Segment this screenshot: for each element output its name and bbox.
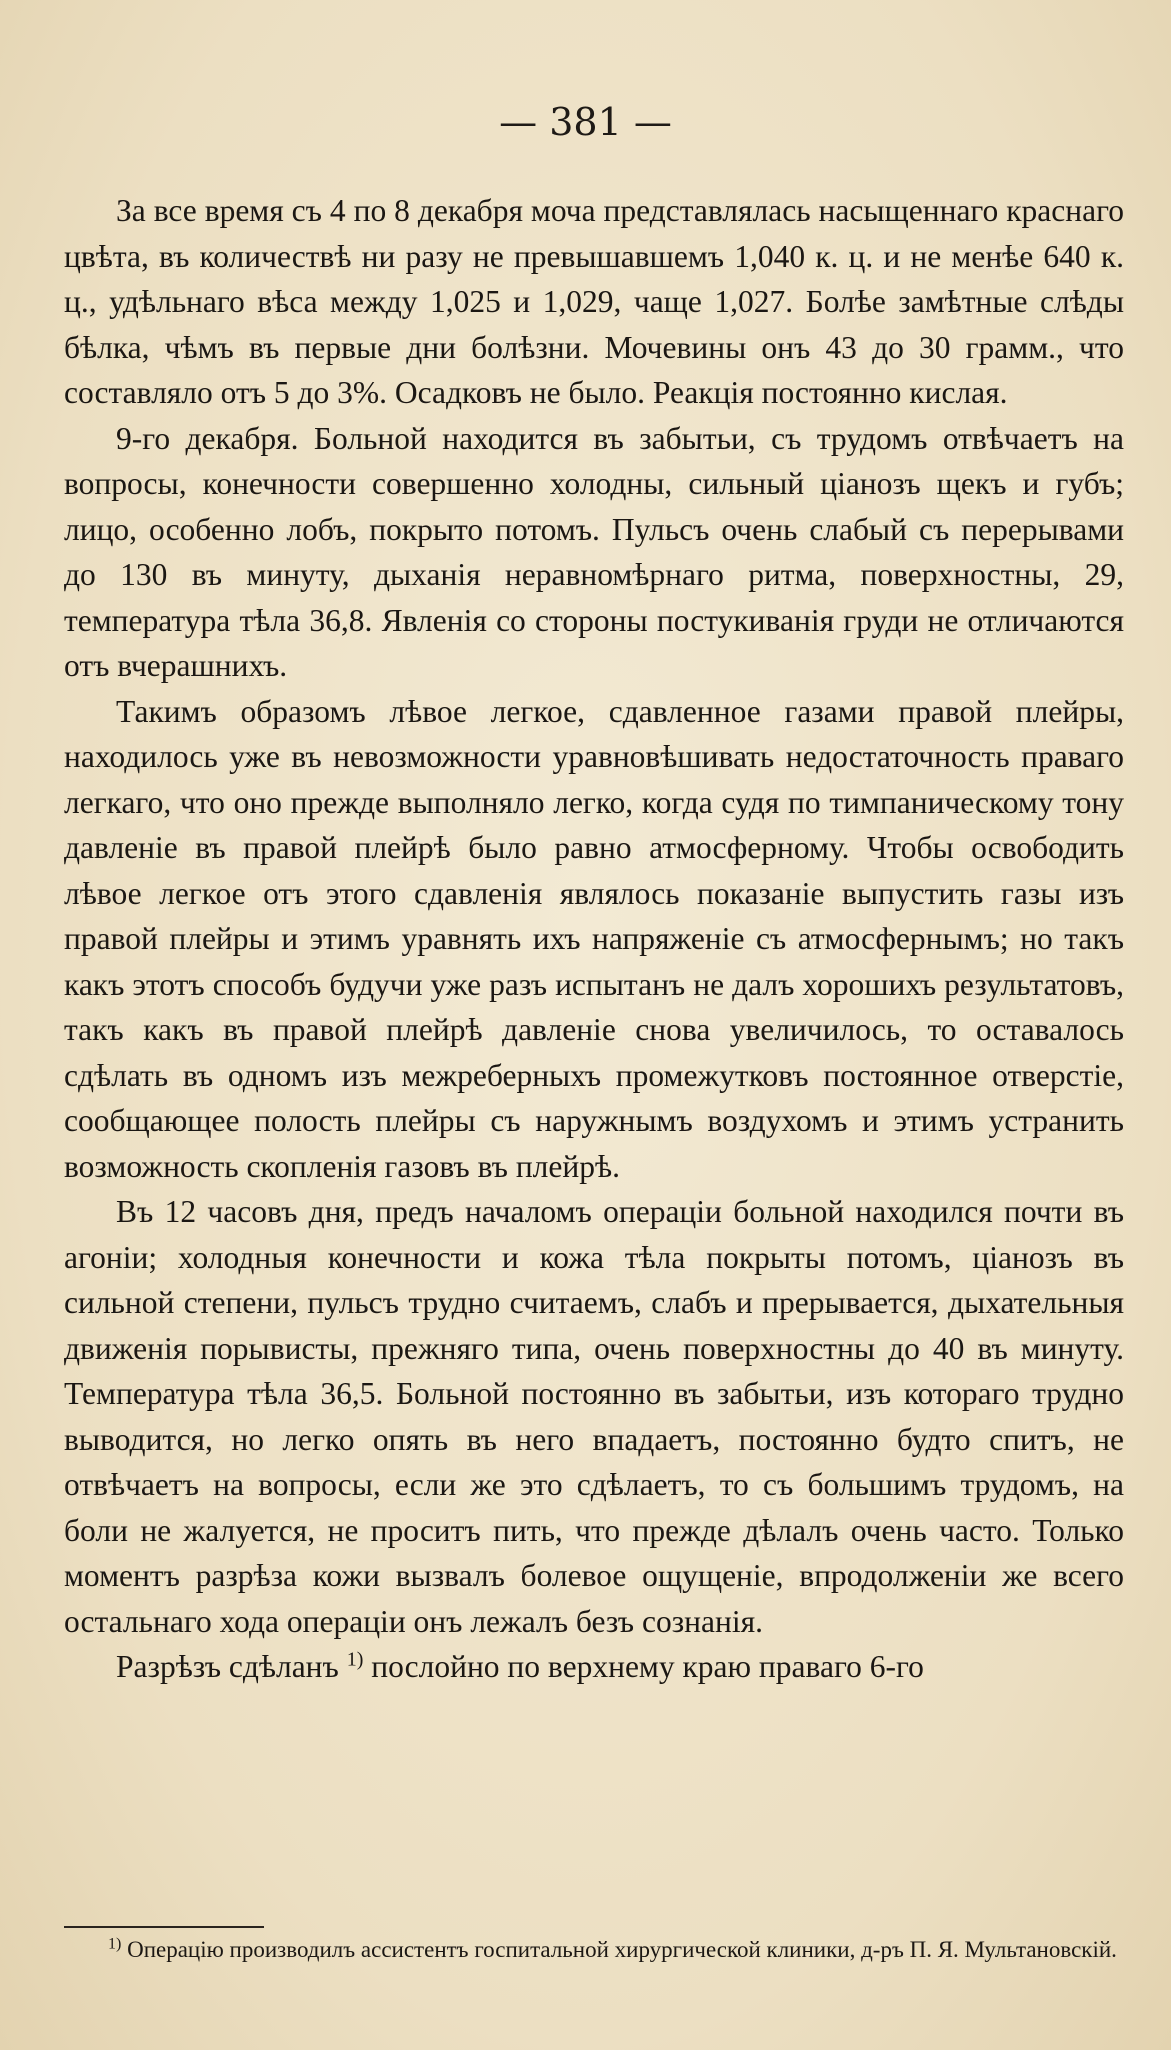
footnote-divider (64, 1926, 264, 1928)
paragraph-urine-findings: За все время съ 4 по 8 декабря моча представлялась насыщеннаго краснаго цвѣта, въ количествѣ ни разу не превышавшемъ 1,040 к. ц. и не менѣе 640 к. ц., удѣльнаго вѣса между 1,025 и 1,029, чаще 1,027. Болѣе замѣтные слѣды бѣлка, чѣмъ въ первые дни болѣзни. Мочевины онъ 43 до 30 грамм., что составляло отъ 5 до 3%. Осадковъ не было. Реакція постоянно кислая. (64, 193, 1124, 410)
body-text (64, 188, 1124, 1690)
footnote-marker: 1) (108, 1935, 122, 1953)
paragraph-left-lung: Такимъ образомъ лѣвое легкое, сдавленное газами правой плейры, находилось уже въ невозможности уравновѣшивать недостаточность праваго легкаго, что оно прежде выполняло легко, когда судя по тимпаническому тону давленіе въ правой плейрѣ было равно атмосферному. Чтобы освободить лѣвое легкое отъ этого сдавленія являлось показаніе выпустить газы изъ правой плейры и этимъ уравнять ихъ напряженіе съ атмосфернымъ; но такъ какъ этотъ способъ будучи уже разъ испытанъ не далъ хорошихъ результатовъ, такъ какъ въ правой плейрѣ давленіе снова увеличилось, то оставалось сдѣлать въ одномъ изъ межреберныхъ промежутковъ постоянное отверстіе, сообщающее полость плейры съ наружнымъ воздухомъ и этимъ устранить возможность скопленія газовъ въ плейрѣ. (64, 693, 1124, 1184)
incision-text-end: послойно по верхнему краю праваго 6-го (371, 1649, 924, 1684)
footnote (64, 1934, 1124, 1966)
page-number: — 381 — (499, 100, 672, 144)
paragraph-operation-state: Въ 12 часовъ дня, предъ началомъ операціи больной находился почти въ агоніи; холодныя конечности и кожа тѣла покрыты потомъ, ціанозъ въ сильной степени, пульсъ трудно считаемъ, слабъ и прерывается, дыхательныя движенія порывисты, прежняго типа, очень поверхностны до 40 въ минуту. Температура тѣла 36,5. Больной постоянно въ забытьи, изъ котораго трудно выводится, но легко опять въ него впадаетъ, постоянно будто спитъ, не отвѣчаетъ на вопросы, если же это сдѣлаетъ, то съ большимъ трудомъ, на боли не жалуется, не проситъ пить, что прежде дѣлалъ очень часто. Только моментъ разрѣза кожи вызвалъ болевое ощущеніе, впродолженіи же всего остальнаго хода операціи онъ лежалъ безъ сознанія. (64, 1194, 1124, 1639)
incision-text-start: Разрѣзъ сдѣланъ (116, 1649, 339, 1684)
footnote-text: Операцію производилъ ассистентъ госпитальной хирургической клиники, д-ръ П. Я. Мультановскій. (127, 1937, 1117, 1962)
paragraph-incision (64, 1644, 1124, 1690)
paragraph-december-9: 9-го декабря. Больной находится въ забытьи, съ трудомъ отвѣчаетъ на вопросы, конечности совершенно холодны, сильный ціанозъ щекъ и губъ; лицо, особенно лобъ, покрыто потомъ. Пульсъ очень слабый съ перерывами до 130 въ минуту, дыханія неравномѣрнаго ритма, поверхностны, 29, температура тѣла 36,8. Явленія со стороны постукиванія груди не отличаются отъ вчерашнихъ. (64, 420, 1124, 683)
footnote-reference: 1) (346, 1648, 364, 1671)
